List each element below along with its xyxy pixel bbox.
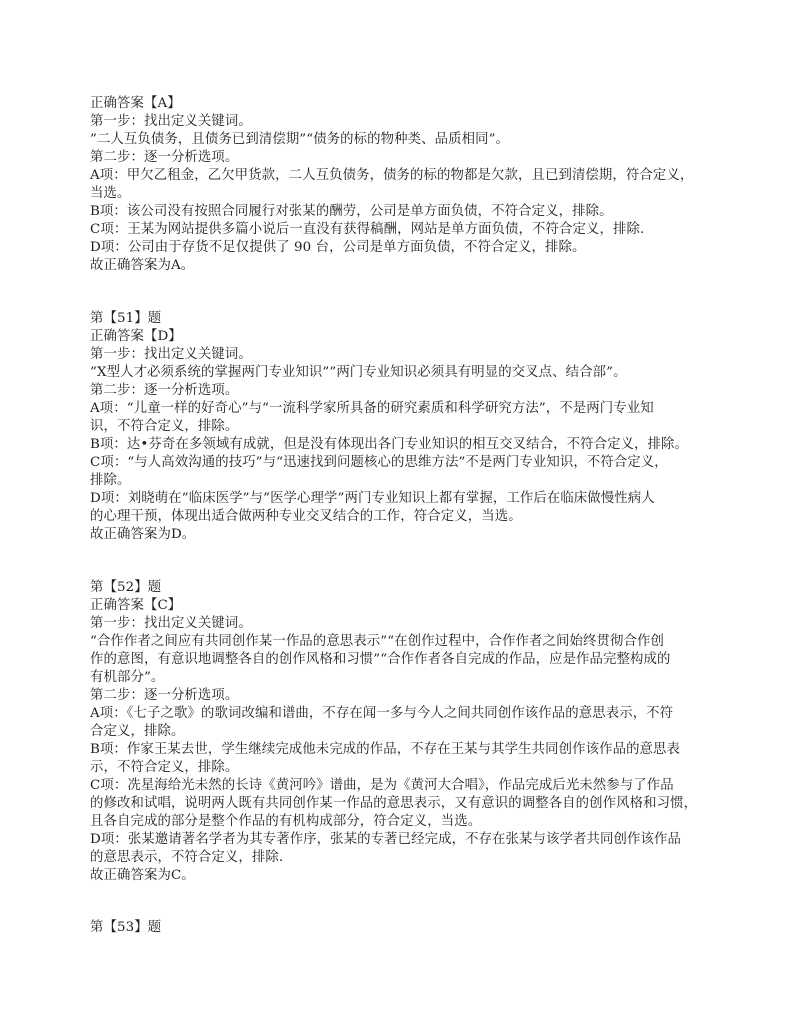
question-number-heading: 第【52】题 [90, 580, 162, 595]
option-a-analysis-cont: 识，不符合定义，排除。 [90, 419, 239, 434]
question-section-51 [90, 310, 710, 544]
option-b-analysis: B项：作家王某去世，学生继续完成他未完成的作品，不存在王某与其学生共同创作该作品的意思表 [90, 742, 681, 757]
conclusion: 故正确答案为C。 [90, 868, 195, 883]
correct-answer-label: 正确答案【C】 [90, 598, 182, 613]
definition-keywords: ”二人互负债务，且债务已到清偿期”“债务的标的物种类、品质相同”。 [90, 132, 510, 147]
option-c-analysis-cont: 排除。 [90, 473, 131, 488]
question-section-52 [90, 579, 710, 885]
option-d-analysis: D项：公司由于存货不足仅提供了 90 台，公司是单方面负债，不符合定义，排除。 [90, 240, 586, 255]
option-d-analysis: D项：张某邀请著名学者为其专著作序，张某的专著已经完成，不存在张某与该学者共同创作该作品 [90, 832, 681, 847]
option-a-analysis: A项：《七子之歌》的歌词改编和谱曲，不存在闻一多与今人之间共同创作该作品的意思表示，不符 [90, 706, 674, 721]
option-a-analysis-cont: 合定义，排除。 [90, 724, 185, 739]
question-section-53 [90, 919, 710, 937]
option-d-analysis-cont: 的心理干预，体现出适合做两种专业交叉结合的工作，符合定义，当选。 [90, 509, 522, 524]
section-spacer [90, 885, 710, 919]
option-b-analysis: B项：达•芬奇在多领域有成就，但是没有体现出各门专业知识的相互交叉结合，不符合定义，排除。 [90, 437, 689, 452]
conclusion: 故正确答案为A。 [90, 258, 195, 273]
step-one-heading: 第一步：找出定义关键词。 [90, 347, 252, 362]
step-two-heading: 第二步：逐一分析选项。 [90, 383, 239, 398]
option-d-analysis-cont: 的意思表示，不符合定义，排除. [90, 850, 284, 865]
step-one-heading: 第一步：找出定义关键词。 [90, 114, 252, 129]
option-b-analysis-cont: 示，不符合定义，排除。 [90, 760, 239, 775]
question-number-heading: 第【51】题 [90, 311, 162, 326]
question-section-50 [90, 95, 710, 275]
conclusion: 故正确答案为D。 [90, 527, 196, 542]
option-a-analysis-cont: 当选。 [90, 186, 131, 201]
correct-answer-label: 正确答案【D】 [90, 329, 182, 344]
option-a-analysis: A项：“儿童一样的好奇心”与“一流科学家所具备的研究素质和科学研究方法”，不是两门专业知 [90, 401, 654, 416]
option-b-analysis: B项：该公司没有按照合同履行对张某的酬劳，公司是单方面负债，不符合定义，排除。 [90, 204, 613, 219]
section-spacer [90, 544, 710, 579]
definition-keywords-cont: 作的意图，有意识地调整各自的创作风格和习惯”“合作作者各自完成的作品，应是作品完整构成的 [90, 652, 671, 667]
option-c-analysis: C项：王某为网站提供多篇小说后一直没有获得稿酬，网站是单方面负债，不符合定义，排除. [90, 222, 645, 237]
step-one-heading: 第一步：找出定义关键词。 [90, 616, 252, 631]
option-c-analysis-cont: 且各自完成的部分是整个作品的有机构成部分，符合定义，当选。 [90, 814, 482, 829]
definition-keywords-cont: 有机部分”。 [90, 670, 165, 685]
option-c-analysis-cont: 的修改和试唱，说明两人既有共同创作某一作品的意思表示，又有意识的调整各自的创作风格和习惯， [90, 796, 698, 811]
step-two-heading: 第二步：逐一分析选项。 [90, 688, 239, 703]
answer-explanations-page [90, 95, 710, 937]
option-c-analysis: C项：冼星海给光未然的长诗《黄河吟》谱曲，是为《黄河大合唱》，作品完成后光未然参与了作品 [90, 778, 674, 793]
option-a-analysis: A项：甲欠乙租金，乙欠甲货款，二人互负债务，债务的标的物都是欠款，且已到清偿期，符合定义， [90, 168, 694, 183]
step-two-heading: 第二步：逐一分析选项。 [90, 150, 239, 165]
definition-keywords: ”X型人才必须系统的掌握两门专业知识””两门专业知识必须具有明显的交叉点、结合部”。 [90, 365, 627, 380]
section-spacer [90, 275, 710, 310]
option-d-analysis: D项：刘晓萌在”临床医学”与”医学心理学”两门专业知识上都有掌握，工作后在临床做慢性病人 [90, 491, 655, 506]
correct-answer-label: 正确答案【A】 [90, 96, 181, 111]
definition-keywords: “合作作者之间应有共同创作某一作品的意思表示”“在创作过程中，合作作者之间始终贯彻合作创 [90, 634, 664, 649]
question-number-heading: 第【53】题 [90, 920, 162, 935]
option-c-analysis: C项：“与人高效沟通的技巧”与“迅速找到问题核心的思维方法”不是两门专业知识，不符合定义， [90, 455, 668, 470]
